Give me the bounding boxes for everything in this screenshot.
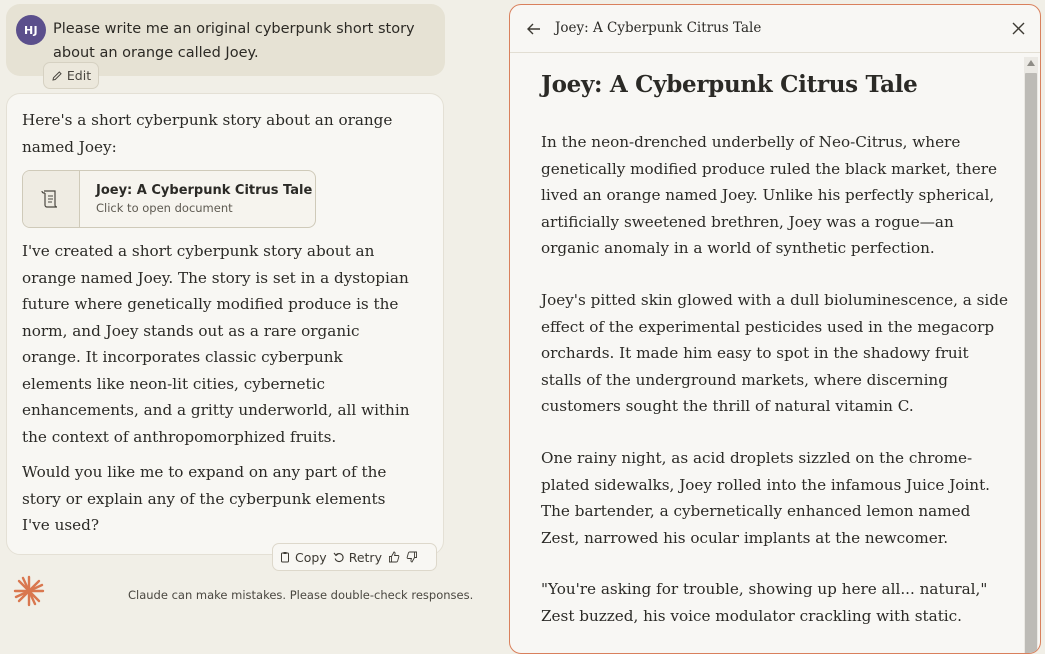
edit-button[interactable] [43,62,99,89]
assistant-summary: I've created a short cyberpunk story about an orange named Joey. The story is set in a dystopian future where genetically modified produce is the norm, and Joey stands out as a rare organic orange. It incorporates classic cyberpunk elements like neon-lit cities, cybernetic enhancements, and a gritty underworld, all within the context of anthropomorphized fruits. [22,242,410,446]
scroll-up-arrow-icon[interactable] [1027,60,1035,66]
document-paragraph: In the neon-drenched underbelly of Neo-Citrus, where genetically modified produce ruled the black market, there lived an orange named Joey. Unlike his perfectly spherical, artificially sweetened brethren, Joey was a rogue—an organic anomaly in a world of synthetic perfection. [541,133,997,257]
artifact-card-title: Joey: A Cyberpunk Citrus Tale [96,183,313,198]
thumbs-down-icon [406,551,418,563]
message-actions [272,543,437,571]
scrollbar[interactable] [1024,57,1038,654]
claude-spark-icon [12,574,46,608]
document-title: Joey: A Cyberpunk Citrus Tale [541,71,918,98]
edit-icon [51,70,63,82]
artifact-card-subtitle: Click to open document [96,201,233,215]
assistant-intro: Here's a short cyberpunk story about an orange named Joey: [22,111,393,156]
artifact-panel [509,4,1041,654]
assistant-followup: Would you like me to expand on any part of the story or explain any of the cyberpunk elements I've used? [22,463,387,534]
artifact-card[interactable] [22,170,316,228]
copy-button[interactable] [279,550,327,565]
copy-label: Copy [295,549,327,565]
disclaimer: Claude can make mistakes. Please double-check responses. [128,588,474,602]
document-paragraph: "You're asking for trouble, showing up here all... natural," Zest buzzed, his voice modulator crackling with static. [541,580,988,625]
document-icon [23,171,80,227]
retry-label: Retry [348,549,382,565]
document-paragraph: Joey's pitted skin glowed with a dull bioluminescence, a side effect of the experimental pesticides used in the megacorp orchards. It made him easy to spot in the shadowy fruit stalls of the underground markets, where discerning customers sought the thrill of natural vitamin C. [541,291,1008,415]
edit-label: Edit [66,68,92,83]
thumbs-up-icon [388,551,400,563]
user-avatar: HJ [16,15,46,45]
thumbs-up-button[interactable] [388,551,400,563]
close-icon[interactable] [1011,21,1026,36]
copy-icon [279,551,291,563]
artifact-panel-header [510,5,1040,53]
assistant-message [6,93,444,555]
thumbs-down-button[interactable] [406,551,418,563]
back-arrow-icon[interactable] [526,21,542,37]
user-message-text: Please write me an original cyberpunk short story about an orange called Joey. [53,21,415,61]
retry-icon [333,551,345,563]
document-paragraph: One rainy night, as acid droplets sizzled on the chrome-plated sidewalks, Joey rolled into the infamous Juice Joint. The bartender, a cybernetically enhanced lemon named Zest, narrowed his ocular implants at the newcomer. [541,449,991,547]
artifact-panel-title: Joey: A Cyberpunk Citrus Tale [555,20,762,36]
scrollbar-thumb[interactable] [1025,73,1037,654]
retry-button[interactable] [333,550,382,565]
